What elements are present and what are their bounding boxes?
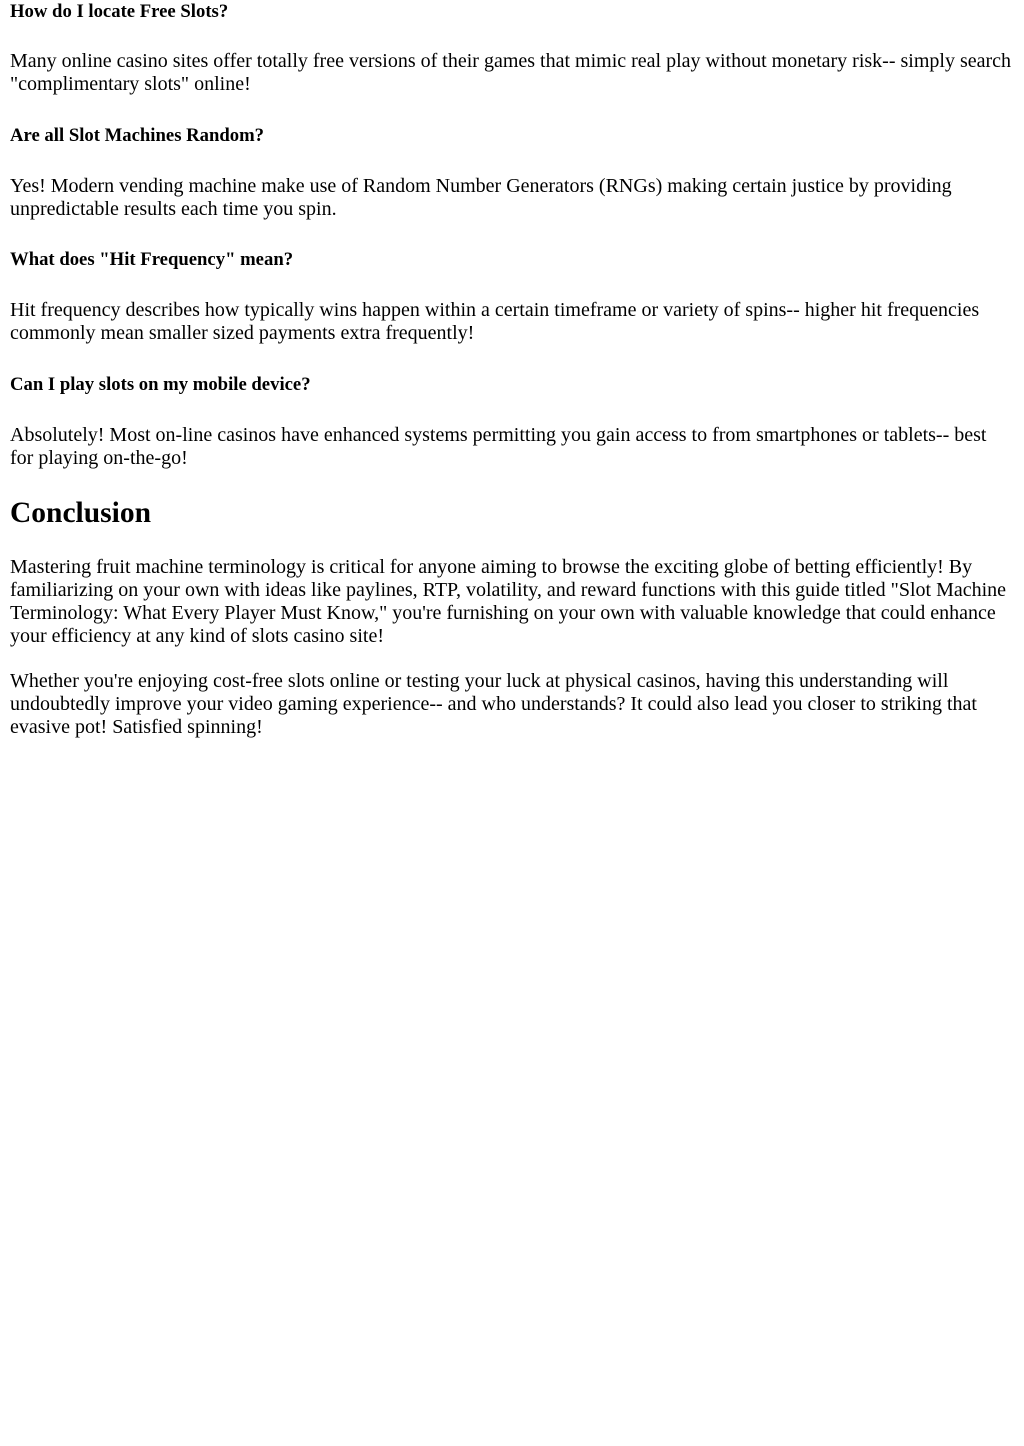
faq-question: Are all Slot Machines Random? [10,125,265,146]
faq-question: How do I locate Free Slots? [10,1,229,22]
conclusion-paragraph: Mastering fruit machine terminology is critical for anyone aiming to browse the exciting globe of betting efficiently! By familiarizing on your own with ideas like paylines, RTP, volatility, and reward functions with this guide titled "Slot Machine Terminology: What Every Player Must Know," you're furnishing on your own with valuable knowledge that could enhance your efficiency at any kind of slots casino site! [10,556,1007,647]
faq-question: What does "Hit Frequency" mean? [10,249,294,270]
faq-answer: Absolutely! Most on-line casinos have enhanced systems permitting you gain access to from smartphones or tablets-- best for playing on-the-go! [10,424,987,469]
faq-answer: Hit frequency describes how typically wins happen within a certain timeframe or variety of spins-- higher hit frequencies commonly mean smaller sized payments extra frequently! [10,299,980,344]
faq-answer: Yes! Modern vending machine make use of Random Number Generators (RNGs) making certain justice by providing unpredictable results each time you spin. [10,175,952,220]
conclusion-paragraph: Whether you're enjoying cost-free slots online or testing your luck at physical casinos, having this understanding will undoubtedly improve your video gaming experience-- and who understands? It could also lead you closer to striking that evasive pot! Satisfied spinning! [10,670,977,738]
faq-answer: Many online casino sites offer totally free versions of their games that mimic real play without monetary risk-- simply search "complimentary slots" online! [10,50,1012,95]
faq-question: Can I play slots on my mobile device? [10,374,311,395]
conclusion-heading: Conclusion [10,497,151,529]
